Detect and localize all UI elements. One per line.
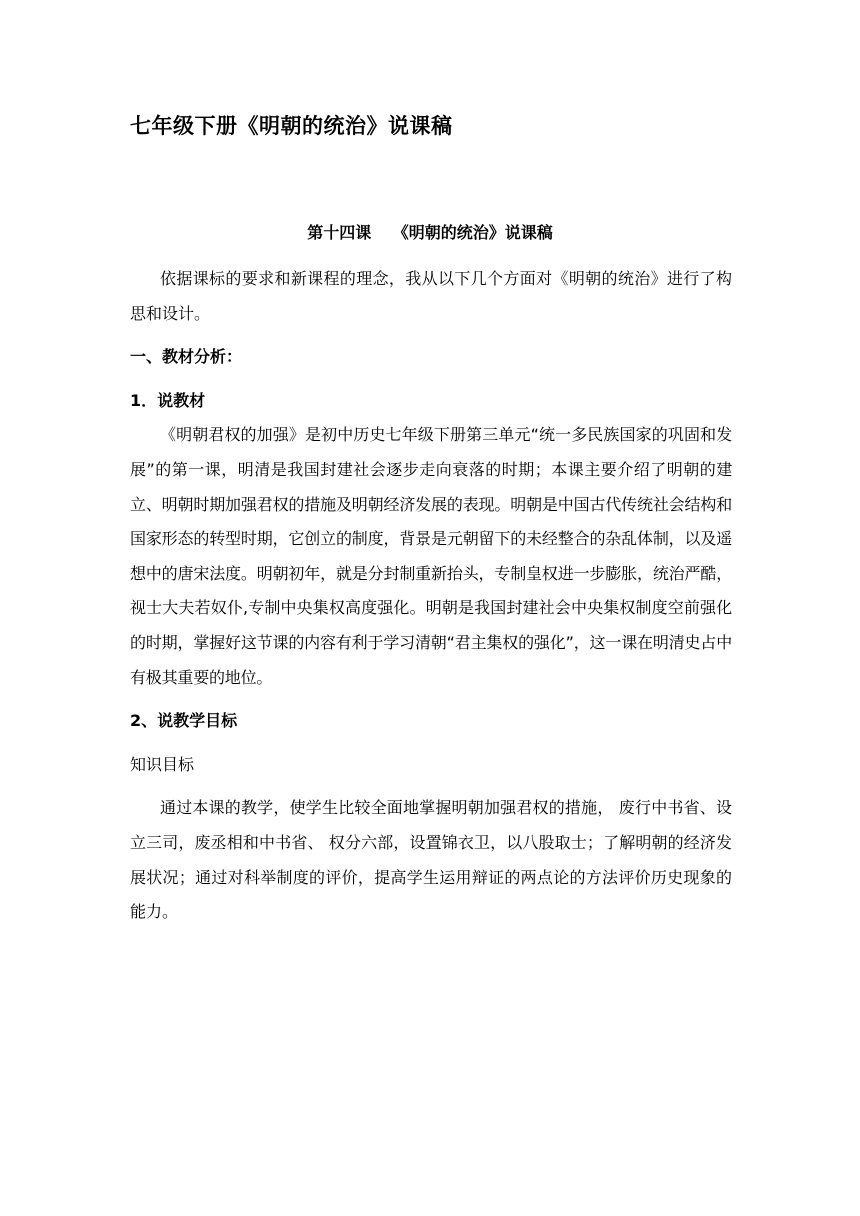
subheading-teaching-goals: 2、说教学目标 [130, 711, 238, 731]
subheading-knowledge-goals: 知识目标 [130, 754, 195, 774]
document-title: 七年级下册《明朝的统治》说课稿 [130, 114, 453, 138]
intro-paragraph: 依据课标的要求和新课程的理念，我从以下几个方面对《明朝的统治》进行了构思和设计。 [130, 269, 732, 323]
document-body [130, 262, 732, 930]
knowledge-goals-paragraph: 通过本课的教学，使学生比较全面地掌握明朝加强君权的措施， 废行中书省、设立三司，废丞相和中书省、 权分六部，设置锦衣卫，以八股取士；了解明朝的经济发展状况；通过对科举制度的评价，提高学生运用辩证的两点论的方法评价历史现象的能力。 [130, 798, 732, 922]
section-heading-textbook-analysis: 一、教材分析： [130, 347, 243, 367]
lesson-title: 第十四课 《明朝的统治》说课稿 [307, 223, 553, 242]
textbook-paragraph: 《明朝君权的加强》是初中历史七年级下册第三单元“统一多民族国家的巩固和发展”的第一课，明清是我国封建社会逐步走向衰落的时期；本课主要介绍了明朝的建立、明朝时期加强君权的措施及明朝经济发展的表现。明朝是中国古代传统社会结构和国家形态的转型时期，它创立的制度，背景是元朝留下的未经整合的杂乱体制，以及遥想中的唐宋法度。明朝初年，就是分封制重新抬头，专制皇权进一步膨胀，统治严酷，视士大夫若奴仆,专制中央集权高度强化。明朝是我国封建社会中央集权制度空前强化的时期，掌握好这节课的内容有利于学习清朝“君主集权的强化”，这一课在明清史占中有极其重要的地位。 [130, 425, 732, 687]
subheading-textbook: 1．说教材 [130, 390, 206, 410]
